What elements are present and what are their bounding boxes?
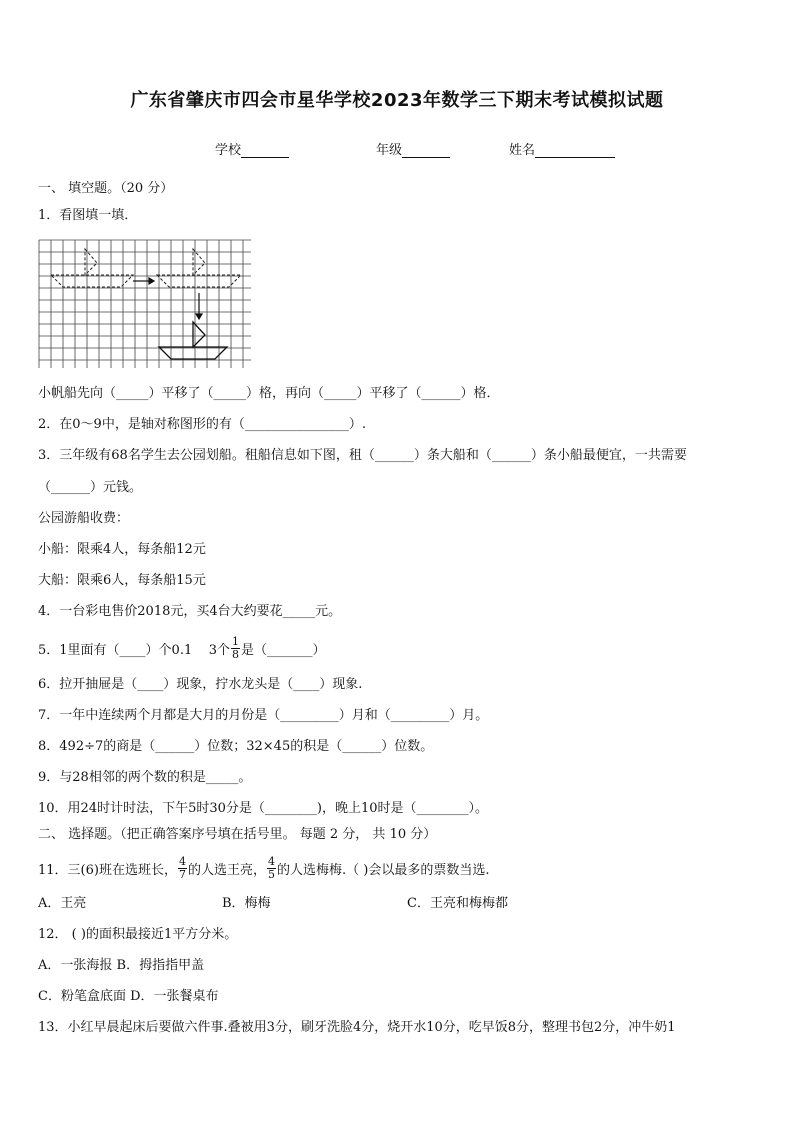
section-2-heading: 二、 选择题。（把正确答案序号填在括号里。 每题 2 分， 共 10 分） xyxy=(38,827,437,842)
translation-arrows xyxy=(133,278,202,319)
name-field[interactable] xyxy=(509,139,615,158)
question-3-line-2: （______）元钱。 xyxy=(38,480,143,495)
question-4: 4．一台彩电售价2018元，买4台大约要花_____元。 xyxy=(38,604,342,619)
grade-label: 年级 xyxy=(376,143,403,158)
fraction-numerator: 4 xyxy=(178,855,186,868)
question-11-option-c: C．王亮和梅梅都 xyxy=(407,896,508,911)
question-6: 6．拉开抽屉是（____）现象，拧水龙头是（____）现象. xyxy=(38,677,363,692)
question-5-part-a: 5．1里面有（____）个0.1 xyxy=(38,643,193,658)
school-blank[interactable] xyxy=(241,143,289,158)
fraction-four-fifths xyxy=(267,856,276,881)
boat-fee-title: 公园游船收费： xyxy=(38,511,130,526)
question-7: 7．一年中连续两个月都是大月的月份是（_________）月和（_________）月。 xyxy=(38,708,489,723)
question-12: 12． ( )的面积最接近1平方分米。 xyxy=(38,927,238,942)
fraction-four-sevenths xyxy=(178,856,187,881)
small-boat-fee: 小船：限乘4人，每条船12元 xyxy=(38,542,206,557)
grid-lines xyxy=(39,240,251,368)
section-1-heading: 一、 填空题。（20 分） xyxy=(38,181,174,196)
question-5 xyxy=(38,635,326,663)
question-11-option-a: A．王亮 xyxy=(38,896,87,911)
question-11-prefix: 11．三(6)班在选班长， xyxy=(38,863,177,878)
dashed-sailboat-middle xyxy=(157,249,241,287)
school-field[interactable] xyxy=(215,139,289,158)
grade-blank[interactable] xyxy=(402,143,450,158)
fraction-numerator: 4 xyxy=(267,855,275,868)
question-1-text: 小帆船先向（_____）平移了（_____）格，再向（_____）平移了（______）格． xyxy=(38,386,500,401)
question-12-options-cd: C．粉笔盒底面 D．一张餐桌布 xyxy=(38,989,219,1004)
question-2: 2．在0～9中，是轴对称图形的有（________________）. xyxy=(38,417,366,432)
fraction-denominator: 7 xyxy=(178,868,186,881)
question-8: 8．492÷7的商是（______）位数；32×45的积是（______）位数。 xyxy=(38,739,434,754)
question-5-part-b-prefix: 3个 xyxy=(208,643,231,658)
question-13: 13．小红早晨起床后要做六件事.叠被用3分，刷牙洗脸4分，烧开水10分，吃早饭8分，整理书包2分，冲牛奶1 xyxy=(38,1020,676,1035)
name-label: 姓名 xyxy=(509,143,536,158)
solid-sailboat-end xyxy=(159,322,227,359)
question-10: 10．用24时计时法，下午5时30分是（________)，晚上10时是（________）。 xyxy=(38,801,489,816)
fraction-one-eighth xyxy=(231,636,240,661)
page-title: 广东省肇庆市四会市星华学校2023年数学三下期末考试模拟试题 xyxy=(130,90,664,111)
grade-field[interactable] xyxy=(376,139,450,158)
question-11-option-b: B．梅梅 xyxy=(222,896,271,911)
sailboat-grid-figure xyxy=(37,238,253,370)
question-11 xyxy=(38,855,490,883)
question-3-line-1: 3．三年级有68名学生去公园划船。租船信息如下图，租（______）条大船和（______）条小船最便宜，一共需要 xyxy=(38,448,687,463)
name-blank[interactable] xyxy=(535,143,615,158)
fraction-numerator: 1 xyxy=(232,635,240,648)
question-9: 9．与28相邻的两个数的积是_____。 xyxy=(38,770,252,785)
school-label: 学校 xyxy=(215,143,242,158)
fraction-denominator: 5 xyxy=(267,868,275,881)
question-11-middle: 的人选王亮， xyxy=(187,863,266,878)
fraction-denominator: 8 xyxy=(232,648,240,661)
question-5-part-b-suffix: 是（_______） xyxy=(241,643,326,658)
question-11-suffix: 的人选梅梅.（ )会以最多的票数当选. xyxy=(276,863,490,878)
question-1-label: 1．看图填一填． xyxy=(38,208,138,223)
question-12-options-ab: A．一张海报 B．拇指指甲盖 xyxy=(38,958,205,973)
big-boat-fee: 大船：限乘6人，每条船15元 xyxy=(38,573,206,588)
